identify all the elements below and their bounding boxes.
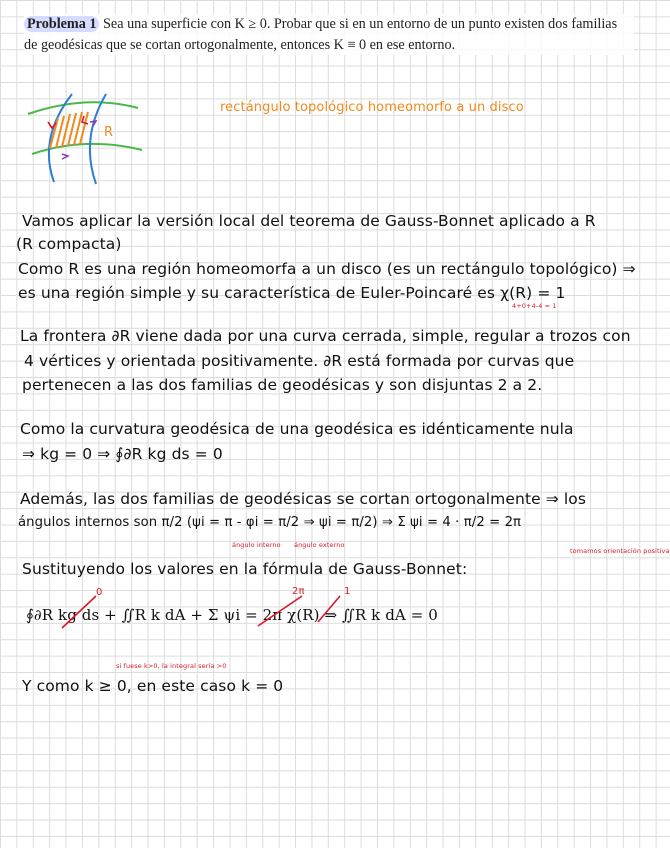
orientation-arrow [62, 154, 68, 159]
proof-line-2: (R compacta) [16, 235, 122, 253]
note-one: 1 [344, 586, 351, 597]
proof-line-12: Sustituyendo los valores en la fórmula de Gauss-Bonnet: [22, 560, 468, 578]
note-positive-orientation: tomamos orientación positiva [570, 547, 670, 555]
proof-line-6: 4 vértices y orientada positivamente. ∂R está formada por curvas que [24, 352, 575, 370]
note-external-angle: ángulo externo [294, 541, 345, 549]
note-zero: 0 [96, 587, 103, 598]
problem-label: Problema 1 [24, 16, 99, 32]
proof-line-14: Y como k ≥ 0, en este caso k = 0 [22, 677, 284, 695]
proof-line-10: Además, las dos familias de geodésicas se cortan ortogonalmente ⇒ los [20, 490, 587, 508]
strike-marks [40, 592, 340, 632]
region-hatching [50, 112, 88, 148]
positivity-note: si fuese k>0, la integral sería >0 [116, 662, 227, 670]
problem-statement [24, 14, 634, 55]
proof-line-3: Como R es una región homeomorfa a un disco (es un rectángulo topológico) ⇒ [18, 260, 636, 278]
note-internal-angle: ángulo interno [232, 541, 281, 549]
geodesic-green-top [28, 102, 138, 114]
proof-line-8: Como la curvatura geodésica de una geodésica es idénticamente nula [20, 420, 574, 438]
proof-line-4: es una región simple y su característica de Euler-Poincaré es χ(R) = 1 [18, 284, 566, 302]
euler-sum-note: 4+0+4-4 = 1 [512, 302, 557, 310]
proof-line-11: ángulos internos son π/2 (ψi = π - φi = π/2 ⇒ ψi = π/2) ⇒ Σ ψi = 4 · π/2 = 2π [18, 515, 522, 530]
gauss-bonnet-formula: ∮∂R kg ds + ∬R k dA + Σ ψi = 2π χ(R) ⇒ ∬R k dA = 0 [26, 606, 438, 624]
rectangle-figure [26, 92, 146, 182]
problem-text: Sea una superficie con K ≥ 0. Probar que si en un entorno de un punto existen dos familias de geodésicas que se cortan ortogonalmente, entonces K ≡ 0 en ese entorno. [24, 16, 618, 53]
proof-line-5: La frontera ∂R viene dada por una curva cerrada, simple, regular a trozos con [20, 327, 631, 345]
proof-line-9: ⇒ kg = 0 ⇒ ∮∂R kg ds = 0 [22, 445, 223, 463]
figure-caption: rectángulo topológico homeomorfo a un disco [220, 100, 524, 115]
proof-line-1: Vamos aplicar la versión local del teorema de Gauss-Bonnet aplicado a R [22, 212, 596, 230]
note-two-pi: 2π [292, 586, 305, 597]
proof-line-7: pertenecen a las dos familias de geodésicas y son disjuntas 2 a 2. [22, 376, 543, 394]
region-label: R [104, 125, 114, 140]
